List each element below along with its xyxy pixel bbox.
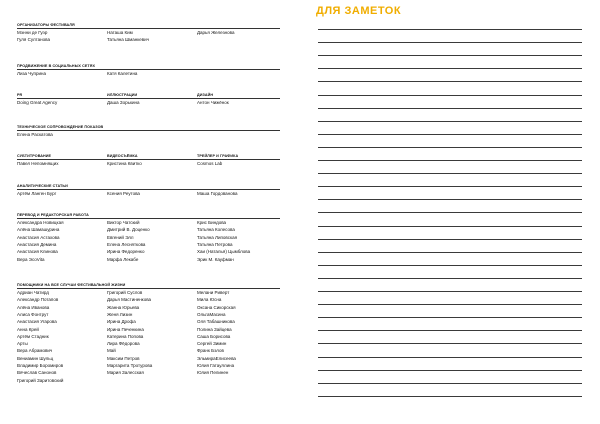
table-row: [17, 131, 280, 138]
credit-name: Владимир Боромиров: [17, 363, 64, 368]
note-line: [318, 252, 582, 253]
section-subtitles-video: [17, 153, 280, 169]
table-row: [17, 256, 280, 263]
section-title: PR: [17, 93, 23, 97]
table-row: [17, 340, 280, 347]
sub-illustrations: [107, 92, 140, 105]
section-translation: [17, 212, 280, 262]
credit-name: Мила Юсна: [197, 297, 222, 303]
section-title: ТРЕЙЛЕР И ГРАФИКА: [197, 154, 239, 158]
section-smm: [17, 63, 280, 76]
note-line: [318, 121, 582, 122]
section-title: ДИЗАЙН: [197, 93, 214, 97]
table-row: [17, 326, 280, 333]
credit-name: Максим Петров: [107, 355, 140, 361]
credit-name: Саша Борисова: [197, 333, 231, 339]
sub-subtitles: [17, 153, 59, 166]
credit-name: Май: [107, 348, 116, 354]
credit-name: Татьяна Шманкевич: [107, 37, 150, 42]
table-row: [17, 377, 280, 384]
note-line: [318, 396, 582, 397]
credit-name: Анастасия Астахова: [17, 234, 60, 240]
credit-name: Дарья Мастиненкова: [107, 297, 152, 303]
credit-name: Хаи (Наталья) Цымблова: [197, 249, 251, 255]
note-line: [318, 42, 582, 43]
table-row: [17, 333, 280, 340]
credit-name: Женя Лизин: [107, 311, 133, 317]
credit-name: Дмитрий В. Доценко: [107, 227, 150, 233]
note-line: [318, 95, 582, 96]
table-row: [17, 190, 280, 197]
note-line: [318, 278, 582, 279]
section-pr-design: [17, 92, 280, 108]
section-organizers: [17, 22, 280, 42]
credit-name: Ирина Дрофа: [107, 319, 136, 325]
table-row: [17, 70, 280, 77]
credit-name: Мэнни де Гуэр: [17, 30, 48, 35]
note-line: [318, 29, 582, 30]
credit-name: Елена Раскатова: [17, 132, 53, 137]
note-line: [318, 239, 582, 240]
credit-name: Маша Гордованова: [197, 191, 238, 196]
note-line: [318, 147, 582, 148]
note-line: [318, 370, 582, 371]
sub-video: [107, 153, 142, 166]
credit-name: Анастасия Угарова: [17, 319, 57, 325]
credit-name: Мария Залесская: [107, 370, 144, 376]
credit-name: ЭльмираЕлисеева: [197, 355, 236, 361]
credit-name: Лиза Чуприна: [17, 71, 46, 76]
note-line: [318, 226, 582, 227]
section-title: ПОМОЩНИКИ НА ВСЕ СЛУЧАИ ФЕСТИВАЛЬНОЙ ЖИЗНИ: [17, 282, 280, 289]
table-row: [17, 362, 280, 369]
credit-name: Анна Крей: [17, 326, 39, 332]
credit-name: Кристина Квитко: [107, 161, 142, 166]
credit-name: Юлия Пелинен: [197, 370, 229, 376]
section-helpers: [17, 282, 280, 383]
table-row: [17, 318, 280, 325]
credit-name: Оля Табашникова: [197, 319, 235, 325]
notes-page: [300, 0, 600, 424]
credit-name: Павел Непомнящих: [17, 161, 59, 166]
credit-name: Маргарита Тротурова: [107, 363, 153, 368]
credit-name: Ирина Печенкина: [107, 326, 144, 332]
credit-name: Анастасия Демина: [17, 241, 57, 247]
table-row: [17, 369, 280, 376]
credit-name: ОльгаМасина: [197, 311, 226, 317]
section-title: АНАЛИТИЧЕСКИЕ СТАТЬИ: [17, 183, 280, 190]
table-row: [17, 296, 280, 303]
credit-name: Эрик М. Кауфман: [197, 256, 234, 262]
table-row: [17, 36, 280, 43]
note-line: [318, 55, 582, 56]
note-line: [318, 265, 582, 266]
sub-trailer: [197, 153, 239, 166]
section-title: ОРГАНИЗАТОРЫ ФЕСТИВАЛЯ: [17, 22, 280, 29]
note-line: [318, 212, 582, 213]
credit-name: Жанна Юрьева: [107, 304, 140, 310]
credit-name: Вера Абрамович: [17, 348, 53, 354]
section-title: ВИДЕОСЪЁМКА: [107, 154, 138, 158]
table-row: [17, 311, 280, 318]
table-row: [17, 241, 280, 248]
note-line: [318, 186, 582, 187]
credit-name: Григорий Заритовский: [17, 377, 64, 383]
note-line: [318, 108, 582, 109]
credit-name: Сергей Зимин: [197, 341, 227, 347]
section-analytics: [17, 183, 280, 196]
credit-name: Арты: [17, 341, 28, 347]
credit-name: Вячеслав Санонов: [17, 370, 57, 376]
section-title: СУБТИТРОВАНИЕ: [17, 154, 52, 158]
credit-name: Вениамин Шульц: [17, 355, 54, 361]
credit-name: Виктор Чатский: [107, 220, 140, 225]
credit-name: Елена Лесняткова: [107, 241, 146, 247]
sub-pr: [17, 92, 58, 105]
table-row: [17, 226, 280, 233]
credit-name: Катя Калетина: [107, 71, 138, 76]
credit-name: Юлия Гатауллина: [197, 363, 235, 368]
table-row: [17, 219, 280, 226]
note-line: [318, 173, 582, 174]
credit-name: Алиса Фонтрут: [17, 311, 49, 317]
credit-name: Александра Новицкая: [17, 220, 64, 225]
note-line: [318, 383, 582, 384]
credit-name: Татьяна Колесова: [197, 227, 235, 233]
credit-name: Алёна Иванова: [17, 304, 50, 310]
credit-name: Татьяна Липовская: [197, 234, 238, 240]
note-line: [318, 160, 582, 161]
table-row: [17, 355, 280, 362]
credit-name: Вера ЭсоVita: [17, 256, 45, 262]
section-title: ПРОДВИЖЕНИЕ В СОЦИАЛЬНЫХ СЕТЯХ: [17, 63, 280, 70]
credit-name: Doing Great Agency: [17, 100, 58, 105]
note-line: [318, 343, 582, 344]
credit-name: Cosmos Lab: [197, 161, 223, 166]
credit-name: Анастасия Клинова: [17, 249, 58, 255]
credit-name: Ирина Федоренко: [107, 249, 145, 255]
credit-name: Крис Биндова: [197, 220, 227, 225]
note-line: [318, 81, 582, 82]
table-row: [17, 29, 280, 36]
credit-name: Алёна Шамашурина: [17, 227, 60, 233]
credit-name: Оксана Сикорская: [197, 304, 236, 310]
credit-name: Гуля Султанова: [17, 37, 50, 42]
table-row: [17, 289, 280, 296]
note-line: [318, 68, 582, 69]
credit-name: Антон Чижёнок: [197, 100, 229, 105]
credit-name: Артём Ланген Бург: [17, 191, 57, 196]
notes-title: ДЛЯ ЗАМЕТОК: [316, 5, 402, 17]
section-tech: [17, 124, 280, 137]
note-line: [318, 317, 582, 318]
credit-name: Полина Зайцева: [197, 326, 232, 332]
credit-name: Наташа Ким: [107, 30, 133, 35]
credit-name: Мелани Риверт: [197, 290, 230, 295]
credit-name: Ксения Реутова: [107, 191, 140, 196]
note-line: [318, 304, 582, 305]
credit-name: Александр Потапов: [17, 297, 59, 303]
credit-name: Адриан Чатирд: [17, 290, 49, 295]
sub-design: [197, 92, 229, 105]
note-line: [318, 291, 582, 292]
credit-name: Катерина Попова: [107, 333, 144, 339]
table-row: [17, 347, 280, 354]
section-title: ТЕХНИЧЕСКОЕ СОПРОВОЖДЕНИЕ ПОКАЗОВ: [17, 124, 280, 131]
credit-name: Татьяна Петрова: [197, 241, 233, 247]
table-row: [17, 304, 280, 311]
credit-name: Артём Стадник: [17, 333, 49, 339]
credit-name: Евгений Элл: [107, 234, 134, 240]
credit-name: Лира Фёдорова: [107, 341, 140, 347]
note-line: [318, 357, 582, 358]
section-title: ИЛЛЮСТРАЦИИ: [107, 93, 138, 97]
credit-name: Даша Зорькина: [107, 100, 140, 105]
table-row: [17, 248, 280, 255]
note-line: [318, 330, 582, 331]
section-title: ПЕРЕВОД И РЕДАКТОРСКАЯ РАБОТА: [17, 212, 280, 219]
table-row: [17, 234, 280, 241]
credit-name: Марфа Лекабе: [107, 256, 139, 262]
note-line: [318, 134, 582, 135]
note-line: [318, 199, 582, 200]
credit-name: Франк Бэлов: [197, 348, 224, 354]
credit-name: Дарья Железнова: [197, 30, 235, 35]
credit-name: Григорий Суслов: [107, 290, 143, 295]
